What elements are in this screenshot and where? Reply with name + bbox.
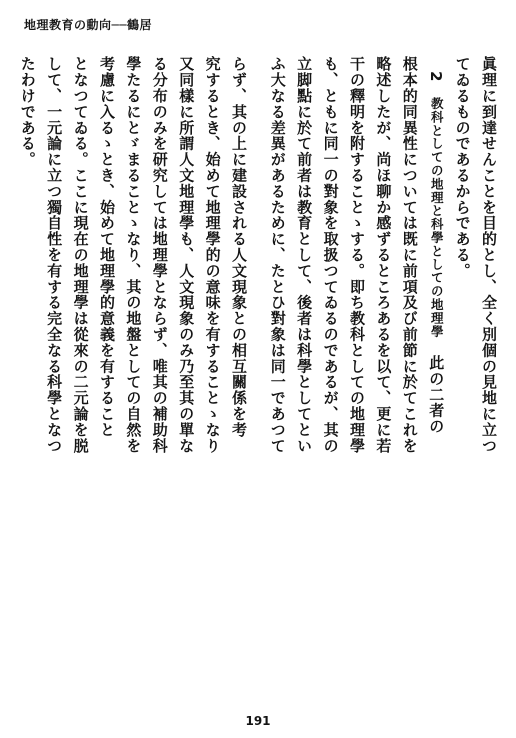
text-line: 根本的同異性については既に前項及び前節に於てこれを bbox=[400, 56, 419, 454]
section-number: 2 bbox=[427, 71, 446, 83]
right-column bbox=[264, 56, 502, 696]
left-column bbox=[12, 56, 252, 696]
text-line: 眞理に到達せんことを目的とし、全く別個の見地に立つ bbox=[480, 56, 498, 454]
section-heading-rest: 此の二者の bbox=[427, 354, 446, 435]
text-line: 究するとき、始めて地理學的の意味を有することゝなり bbox=[203, 56, 222, 454]
text-line: らず、其の上に建設される人文現象との相互關係を考 bbox=[230, 56, 248, 438]
section-heading bbox=[423, 56, 449, 696]
page-number: 191 bbox=[245, 714, 271, 728]
text-line: 立脚點に於て前者は教育として、後者は科學としてとい bbox=[295, 56, 314, 454]
text-line: となつてゐる。ここに現在の地理學は從來の二元論を脱 bbox=[71, 56, 90, 454]
text-line: 考慮に入るゝとき、始めて地理學的意義を有すること bbox=[97, 56, 116, 438]
running-header: 地理教育の動向──鶴居 bbox=[24, 18, 152, 32]
section-title: 教科としての地理と科學としての地理學 bbox=[429, 97, 445, 339]
text-line: も、ともに同一の對象を取扱つてゐるのであるが、其の bbox=[321, 56, 340, 454]
text-line: 干の釋明を附することゝする。即ち教科としての地理學 bbox=[347, 56, 366, 454]
text-line: ふ大なる差異があるために、たとひ對象は同一であつて bbox=[268, 56, 287, 454]
text-line: して、一元論に立つ獨自性を有する完全なる科學となつ bbox=[45, 56, 64, 454]
text-line: 學たるにとゞまることゝなり、其の地盤としての自然を bbox=[124, 56, 143, 454]
text-line: たわけである。 bbox=[18, 56, 37, 168]
text-line bbox=[12, 56, 14, 696]
text-line: 又同樣に所謂人文地理學も、人文現象のみ乃至其の單な bbox=[177, 56, 196, 454]
text-line: る分布のみを研究しては地理學とならず、唯其の補助科 bbox=[150, 56, 169, 454]
text-line: 略述したが、尚ほ聊か感ずるところあるを以て、更に若 bbox=[374, 56, 393, 454]
text-line: てゐるものであるからである。 bbox=[453, 56, 472, 279]
